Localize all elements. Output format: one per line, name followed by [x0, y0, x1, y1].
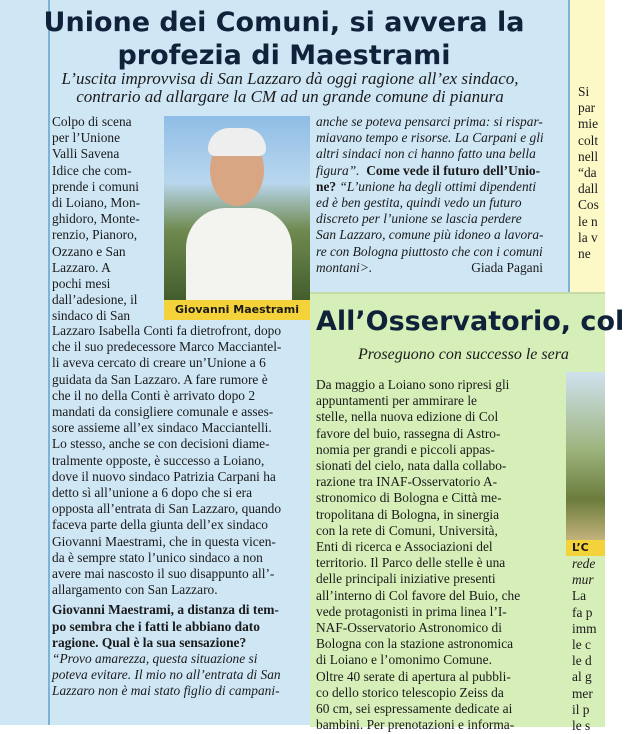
body-line: Giovanni Maestrami, che in questa vicen- — [52, 533, 276, 549]
question-line: po sembra che i fatti le abbiano dato — [52, 618, 260, 634]
title-line: Unione dei Comuni, si avvera la — [43, 7, 525, 38]
body-line: altri sindaci non ci hanno fatto una bella — [316, 146, 536, 162]
body-line: Si — [578, 84, 590, 99]
answer-line: re con Bologna piuttosto che con i comuni — [316, 243, 543, 259]
body-line: di Loiano e l’omonimo Comune. — [316, 652, 492, 668]
body-line: mandati da consigliere comunale e asses- — [52, 404, 274, 420]
body-line: par — [578, 100, 596, 116]
question-line: ragione. Qual è la sua sensazione? — [52, 634, 247, 650]
body-line: le d — [572, 653, 592, 669]
fragment-column — [578, 84, 638, 262]
photo-caption: Giovanni Maestrami — [164, 300, 310, 320]
body-line: 60 cm, sei espressamente dedicate ai — [316, 701, 513, 717]
body-line: nomia per grandi e piccoli appas- — [316, 441, 495, 457]
photo-hair-shape — [208, 128, 266, 156]
body-line: Lazzaro Isabella Conti fa dietrofront, dopo — [52, 323, 282, 338]
body-line: sindaco di San — [52, 308, 131, 324]
body-line: colt — [578, 132, 599, 148]
title-line: profezia di Maestrami — [117, 40, 451, 71]
body-line: che il no della Conti è arrivato dopo 2 — [52, 387, 256, 403]
body-line: Bologna con la stazione astronomica — [316, 636, 514, 652]
answer-line: Lazzaro non è mai stato figlio di campani- — [52, 683, 280, 699]
body-line: territorio. Il Parco delle stelle è una — [316, 555, 506, 571]
body-line — [316, 163, 561, 179]
body-line: Lo stesso, anche se con decisioni diame- — [52, 436, 270, 452]
body-line: mie — [578, 116, 599, 132]
answer-text: “L’unione ha degli ottimi dipendenti — [339, 178, 537, 194]
body-line: pochi mesi — [52, 276, 111, 292]
body-line: ne — [578, 246, 591, 262]
body-line: imm — [572, 620, 597, 636]
body-line: co dello storico telescopio Zeiss da — [316, 684, 504, 700]
body-line: renzio, Pianoro, — [52, 227, 138, 243]
body-line: appuntamenti per ammirare le — [316, 393, 477, 409]
body-line: dall’adesione, il — [52, 292, 138, 308]
body-line: Ozzano e San — [52, 243, 126, 259]
body-line — [316, 179, 561, 195]
article-osservatorio — [310, 292, 625, 734]
answer-line: discreto per l’unione se lascia perdere — [316, 211, 522, 227]
body-line: le c — [572, 637, 591, 653]
body-line: tralmente opposte, è successo a Loiano, — [52, 452, 265, 468]
body-line: con la rete di Comuni, Università, — [316, 522, 498, 538]
body-line: La — [572, 588, 587, 604]
body-line: vede protagonisti in prima linea l’I- — [316, 603, 507, 619]
body-line: dall — [578, 181, 599, 197]
body-line: ghidoro, Monte- — [52, 211, 140, 227]
body-line: tropolitana di Bologna, in sinergia — [316, 506, 500, 522]
article-title — [0, 6, 568, 72]
body-line: la v — [578, 229, 598, 245]
body-line: le n — [578, 213, 598, 229]
body-line: all’interno di Col favore del Buio, che — [316, 587, 521, 603]
body-line: bambini. Per prenotazioni e informa- — [316, 717, 515, 733]
body-line: per l’Unione — [52, 130, 121, 146]
question-text: ne? — [316, 178, 337, 194]
body-line: favore del buio, rassegna di Astro- — [316, 425, 501, 441]
answer-text: montani>. — [316, 259, 373, 275]
answer-line: ed è ben gestita, quindi vedo un futuro — [316, 195, 522, 211]
question-text: Come vede il futuro dell’Unio- — [366, 162, 541, 178]
body-line: detto sì all’unione a 6 dopo che si era — [52, 485, 253, 501]
answer-line: poteva evitare. Il mio no all’entrata di San — [52, 667, 281, 683]
author-signature: Giada Pagani — [471, 259, 543, 275]
body-line: Oltre 40 serate di apertura al pubbli- — [316, 668, 511, 684]
body-column — [316, 377, 566, 733]
body-line: che il suo predecessore Marco Macciantel- — [52, 339, 282, 355]
body-line: Enti di ricerca e Associazioni del — [316, 539, 493, 555]
portrait-photo — [164, 116, 310, 306]
body-line: rede — [572, 556, 596, 571]
body-line: allargamento con San Lazzaro. — [52, 582, 218, 598]
body-line: mer — [572, 685, 593, 701]
body-line: sore assieme all’ex sindaco Macciantelli. — [52, 420, 272, 436]
body-line: NAF-Osservatorio Astronomico di — [316, 620, 502, 636]
body-line: Valli Savena — [52, 146, 120, 162]
body-line: guidata da San Lazzaro. A fare rumore è — [52, 371, 268, 387]
body-line: avere mai nascosto il suo disappunto all’- — [52, 566, 275, 582]
body-line: nell — [578, 148, 599, 164]
article-subtitle — [20, 70, 560, 106]
column-rule — [48, 0, 50, 725]
body-line: prende i comuni — [52, 178, 140, 194]
body-line: Lazzaro. A — [52, 259, 111, 275]
body-line: mur — [572, 572, 594, 588]
body-line: da è sempre stato l’unico sindaco a non — [52, 549, 263, 565]
body-line: dove il nuovo sindaco Patrizia Carpani ha — [52, 468, 276, 484]
body-line: fa p — [572, 604, 593, 620]
answer-line: “Provo amarezza, questa situazione si — [52, 651, 258, 667]
body-text: figura”. — [316, 162, 360, 178]
body-line: Colpo di scena — [52, 114, 132, 129]
answer-line: San Lazzaro, comune più idoneo a lavora- — [316, 227, 544, 243]
body-column-wide — [52, 323, 308, 700]
body-line: li aveva cercato di creare un’Unione a 6 — [52, 355, 266, 371]
body-line: di Loiano, Mon- — [52, 195, 141, 211]
body-line: faceva parte della giunta dell’ex sindaco — [52, 517, 269, 533]
body-line: opposta all’entrata di San Lazzaro, quando — [52, 501, 282, 517]
body-column-narrow — [52, 114, 158, 325]
body-line: “da — [578, 165, 597, 181]
body-line — [316, 260, 561, 276]
body-line: razione tra INAF-Osservatorio A- — [316, 474, 498, 490]
photo-shirt-shape — [186, 208, 292, 306]
body-line: sionati del cielo, nata dalla collabo- — [316, 458, 507, 474]
subtitle-line: contrario ad allargare la CM ad un grande comune di pianura — [76, 87, 504, 106]
body-line: al g — [572, 669, 592, 685]
body-line: delle principali iniziative presenti — [316, 571, 496, 587]
article-subtitle: Proseguono con successo le sera — [358, 346, 569, 363]
body-line: stelle, nella nuova edizione di Col — [316, 409, 499, 425]
body-line: anche se poteva pensarci prima: si rispar- — [316, 114, 543, 129]
article-fragment-right — [570, 0, 605, 292]
body-line: stronomico di Bologna e Città me- — [316, 490, 502, 506]
body-line: miavano tempo e risorse. La Carpani e gli — [316, 130, 544, 146]
question-line: Giovanni Maestrami, a distanza di tem- — [52, 602, 279, 618]
body-line: le s — [572, 718, 591, 734]
body-column-right — [316, 114, 561, 276]
subtitle-line: L’uscita improvvisa di San Lazzaro dà oggi ragione all’ex sindaco, — [61, 69, 519, 88]
side-column-fragment — [572, 556, 605, 734]
photo-caption: L’C — [566, 540, 605, 556]
article-title: All’Osservatorio, col — [316, 306, 625, 337]
observatory-photo — [566, 372, 605, 542]
body-line: Idice che com- — [52, 162, 132, 178]
body-line: Da maggio a Loiano sono ripresi gli — [316, 377, 510, 392]
body-line: Cos — [578, 197, 599, 213]
body-line: il p — [572, 701, 590, 717]
